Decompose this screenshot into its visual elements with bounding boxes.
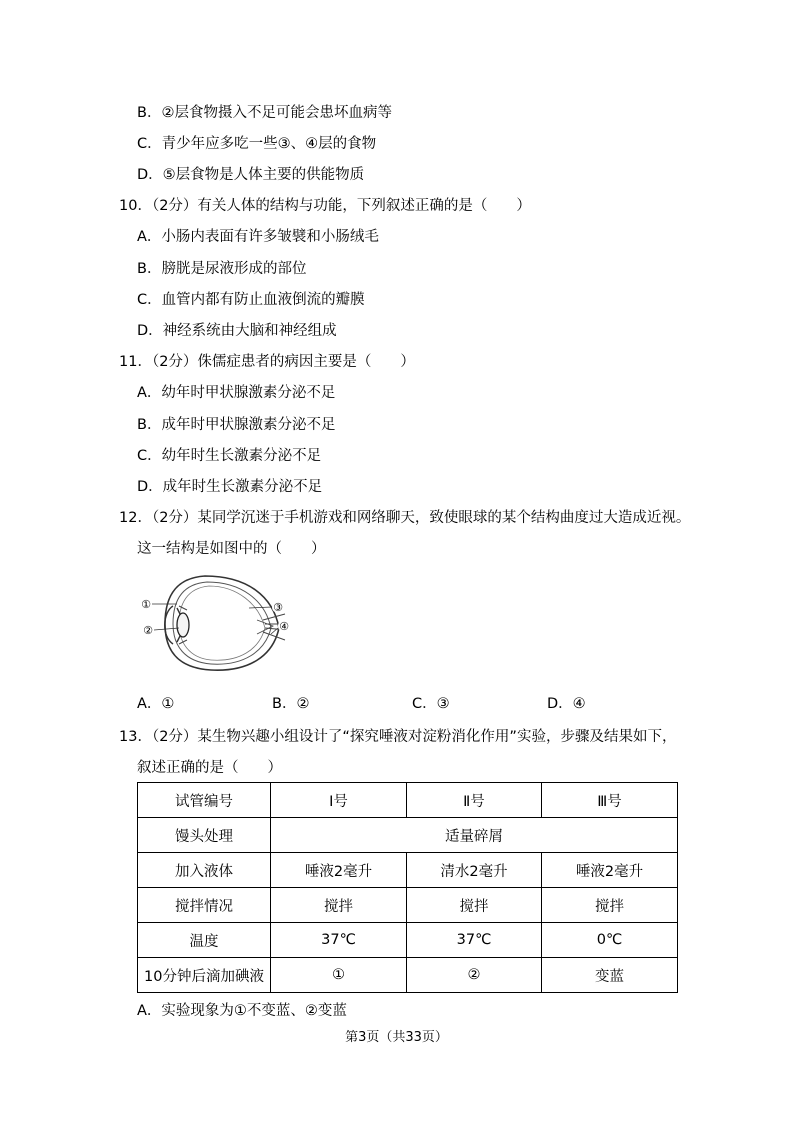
q10-option-b: B．膀胱是尿液形成的部位 <box>137 261 307 277</box>
q12-option-b: B．② <box>272 696 310 712</box>
table-cell: 清水2毫升 <box>407 853 542 888</box>
table-cell: 搅拌 <box>407 888 542 923</box>
q10-option-c: C．血管内都有防止血液倒流的瓣膜 <box>137 292 365 308</box>
table-row <box>138 853 678 888</box>
q13-option-a: A．实验现象为①不变蓝、②变蓝 <box>137 1003 347 1019</box>
table-cell: ② <box>407 958 542 993</box>
table-cell: Ⅰ号 <box>271 783 407 818</box>
table-cell: 试管编号 <box>138 783 271 818</box>
table-cell: 温度 <box>138 923 271 958</box>
q11-option-a: A．幼年时甲状腺激素分泌不足 <box>137 385 336 401</box>
table-row <box>138 818 678 853</box>
eye-label-1 <box>140 598 152 611</box>
q13-stem-line1: 13．（2分）某生物兴趣小组设计了“探究唾液对淀粉消化作用”实验，步骤及结果如下， <box>119 729 677 745</box>
q9-option-d: D．⑤层食物是人体主要的供能物质 <box>137 167 365 183</box>
q12-stem-line2: 这一结构是如图中的（ ） <box>137 541 326 557</box>
q12-option-c: C．③ <box>412 696 450 712</box>
table-cell: 37℃ <box>271 923 407 958</box>
table-row <box>138 783 678 818</box>
table-cell: 馒头处理 <box>138 818 271 853</box>
table-row <box>138 923 678 958</box>
q12-stem-line1: 12．（2分）某同学沉迷于手机游戏和网络聊天，致使眼球的某个结构曲度过大造成近视。 <box>119 510 691 526</box>
table-cell: 37℃ <box>407 923 542 958</box>
table-cell: 搅拌 <box>542 888 678 923</box>
table-cell: 0℃ <box>542 923 678 958</box>
eye-label-4 <box>278 620 290 633</box>
table-row <box>138 958 678 993</box>
table-cell: 搅拌 <box>271 888 407 923</box>
experiment-table <box>137 782 678 993</box>
q11-stem: 11．（2分）侏儒症患者的病因主要是（ ） <box>119 354 415 370</box>
q10-stem: 10．（2分）有关人体的结构与功能，下列叙述正确的是（ ） <box>119 198 531 214</box>
q10-option-a: A．小肠内表面有许多皱襞和小肠绒毛 <box>137 229 379 245</box>
q9-option-b: B．②层食物摄入不足可能会患坏血病等 <box>137 105 392 121</box>
page-footer: 第3页（共33页） <box>345 1030 448 1045</box>
table-cell: Ⅱ号 <box>407 783 542 818</box>
q12-option-a: A．① <box>137 696 175 712</box>
q11-option-c: C．幼年时生长激素分泌不足 <box>137 448 322 464</box>
svg-text:③: ③ <box>273 601 283 614</box>
table-cell: 唾液2毫升 <box>542 853 678 888</box>
table-row <box>138 888 678 923</box>
table-cell: 搅拌情况 <box>138 888 271 923</box>
svg-text:②: ② <box>143 624 153 637</box>
eye-label-2 <box>142 624 154 637</box>
svg-text:④: ④ <box>279 620 289 633</box>
q12-option-d: D．④ <box>547 696 586 712</box>
q13-stem-line2: 叙述正确的是（ ） <box>137 760 282 776</box>
table-cell: 适量碎屑 <box>271 818 678 853</box>
table-cell: 变蓝 <box>542 958 678 993</box>
q11-option-d: D．成年时生长激素分泌不足 <box>137 479 323 495</box>
q9-option-c: C．青少年应多吃一些③、④层的食物 <box>137 136 377 152</box>
eye-label-3 <box>272 601 284 614</box>
table-cell: 唾液2毫升 <box>271 853 407 888</box>
q11-option-b: B．成年时甲状腺激素分泌不足 <box>137 417 336 433</box>
table-cell: 10分钟后滴加碘液 <box>138 958 271 993</box>
table-cell: 加入液体 <box>138 853 271 888</box>
table-cell: ① <box>271 958 407 993</box>
table-cell: Ⅲ号 <box>542 783 678 818</box>
eyeball-diagram <box>137 570 297 678</box>
svg-text:①: ① <box>141 598 151 611</box>
q10-option-d: D．神经系统由大脑和神经组成 <box>137 323 337 339</box>
